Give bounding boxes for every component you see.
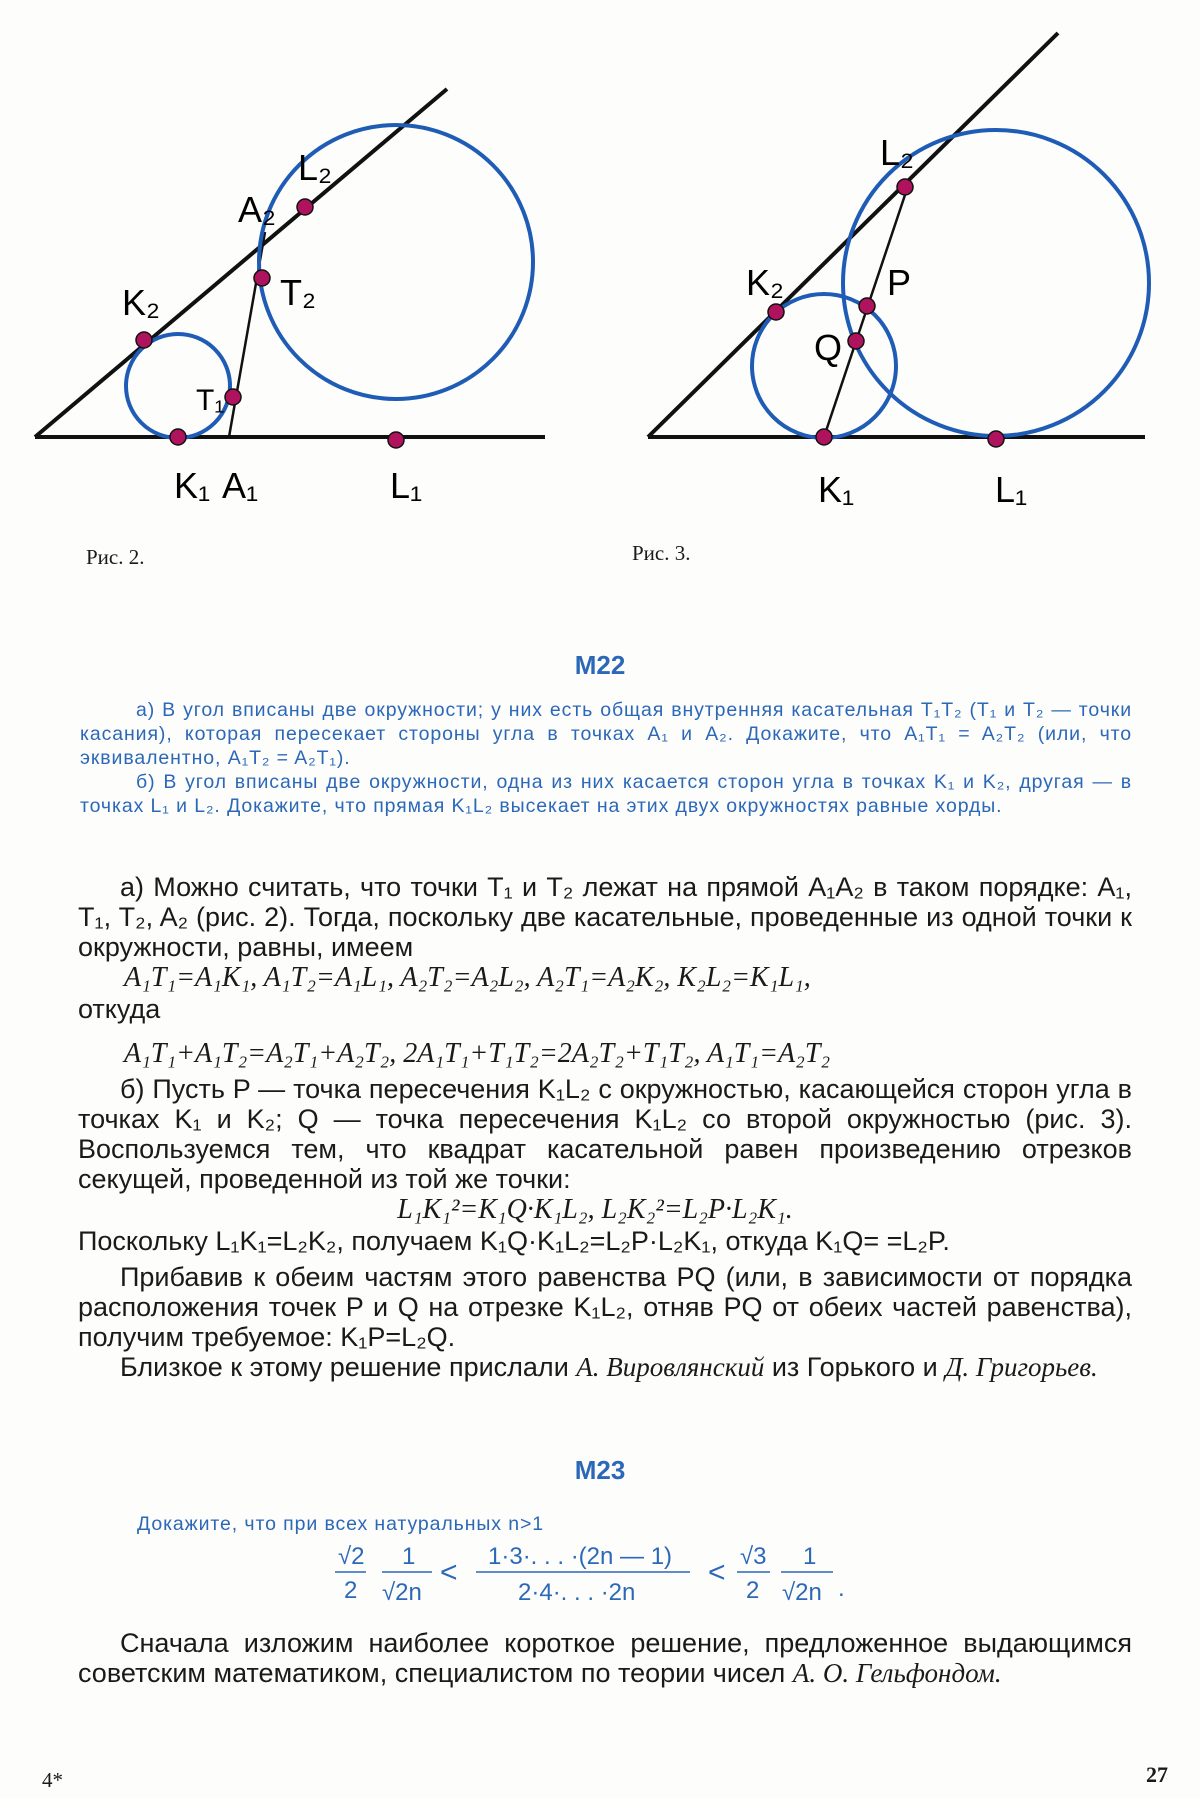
point-L1 (388, 432, 404, 448)
solution-m23-lead: Сначала изложим наиболее короткое решение, предложенное выдающимся советским математиком, специалистом по теории чисел (78, 1628, 1132, 1688)
label-K2: K₂ (746, 262, 784, 303)
figure-2-caption: Рис. 2. (86, 545, 145, 569)
figure-3 (600, 0, 1200, 600)
label-Q: Q (814, 327, 843, 368)
solution-b-cont: Поскольку L₁K₁=L₂K₂, получаем K₁Q·K₁L₂=L₂P·L₂K₁, откуда K₁Q= =L₂P. (78, 1226, 950, 1256)
angle-side-top (648, 33, 1058, 437)
problem-statement-m22 (80, 698, 1132, 818)
ineq-sqrt2n-1: √2n (382, 1579, 422, 1606)
figure-2 (0, 0, 580, 600)
solution-b-final: Прибавив к обеим частям этого равенства PQ (или, в зависимости от порядка расположения точек P и Q на отрезке K₁L₂, отняв PQ от обеих частей равенства), получим требуемое: K₁P=L₂Q. (78, 1262, 1132, 1352)
label-L2: L₂ (880, 132, 914, 173)
label-L1: L₁ (995, 469, 1028, 510)
ineq-mid-den: 2·4·. . . ·2n (518, 1579, 636, 1606)
point-L2 (897, 179, 913, 195)
point-L1 (988, 431, 1004, 447)
figure-3-caption: Рис. 3. (632, 541, 691, 565)
label-L2: L₂ (298, 147, 332, 188)
ineq-right-num: √3 (740, 1543, 767, 1570)
point-T1 (225, 389, 241, 405)
solution-a-intro: а) Можно считать, что точки T₁ и T₂ лежат на прямой A₁A₂ в таком порядке: A₁, T₁, T₂, A₂ (рис. 2). Тогда, поскольку две касательные, проведенные из одной точки к окружности, равны, имеем (78, 872, 1132, 962)
ineq-left-den: 2 (344, 1577, 358, 1604)
formula-sum-equalities: A₁T₁+A₁T₂=A₂T₁+A₂T₂, 2A₁T₁+T₁T₂=2A₂T₂+T₁T₂, A₁T₁=A₂T₂ (124, 1038, 831, 1069)
figure-3-drawing (600, 0, 1200, 600)
point-P (859, 298, 875, 314)
statement-part-b: б) В угол вписаны две окружности, одна из них касается сторон угла в точках K₁ и K₂, другая — в точках L₁ и L₂. Докажите, что прямая K₁L₂ высекает на этих двух окружностях равные хорды. (80, 771, 1132, 817)
inequality (0, 1540, 1200, 1610)
credits-name1: А. Вировлянский (576, 1352, 765, 1382)
solution-m23-intro (78, 1628, 1132, 1688)
point-T2 (254, 270, 270, 286)
point-Q (848, 333, 864, 349)
inequality-drawing (0, 1540, 1200, 1610)
label-A2: A₂ (238, 189, 276, 230)
label-K1: K₁ (818, 469, 855, 510)
label-P: P (887, 262, 912, 303)
label-K1: K₁ (174, 465, 211, 506)
point-K2 (768, 304, 784, 320)
page-number: 27 (1146, 1762, 1168, 1787)
point-K1 (816, 429, 832, 445)
credits-mid: из Горького и (764, 1352, 946, 1382)
ineq-sqrt2n-2: √2n (782, 1579, 822, 1606)
ineq-lt-2: < (708, 1556, 726, 1589)
label-T1: T₁ (196, 384, 225, 417)
formula-tangent-equalities: A₁T₁=A₁K₁, A₁T₂=A₁L₁, A₂T₂=A₂L₂, A₂T₁=A₂K₂, K₂L₂=K₁L₁, (124, 962, 811, 993)
ineq-right-den: 2 (746, 1577, 760, 1604)
label-K2: K₂ (122, 282, 160, 323)
problem-heading-m22: M22 (574, 650, 626, 680)
figure-2-drawing (0, 0, 580, 600)
ineq-left-num: √2 (338, 1543, 365, 1570)
ineq-dot: . (838, 1575, 845, 1602)
problem-heading-m23: M23 (574, 1455, 626, 1485)
ineq-one-1: 1 (402, 1543, 416, 1570)
point-K1 (170, 429, 186, 445)
credits-name2: Д. Григорьев. (945, 1352, 1098, 1382)
signature-mark: 4* (42, 1768, 63, 1792)
credits (78, 1352, 1132, 1382)
label-A1: A₁ (222, 465, 259, 506)
point-K2 (136, 332, 152, 348)
solution-m22 (78, 872, 1132, 1382)
angle-side-top (35, 89, 447, 437)
solution-m23 (78, 1628, 1132, 1688)
ineq-mid-num: 1·3·. . . ·(2n — 1) (488, 1543, 673, 1570)
formula-power-of-point: L₁K₁²=K₁Q·K₁L₂, L₂K₂²=L₂P·L₂K₁. (397, 1194, 793, 1225)
point-L2 (297, 199, 313, 215)
credits-lead: Близкое к этому решение прислали (120, 1352, 577, 1382)
label-T2: T₂ (280, 272, 316, 313)
ineq-one-2: 1 (803, 1543, 817, 1570)
solution-m23-name: А. О. Гельфондом. (792, 1658, 1002, 1688)
statement-part-a: а) В угол вписаны две окружности; у них есть общая внутренняя касательная T₁T₂ (T₁ и T₂ — точки касания), которая пересекает стороны угла в точках A₁ и A₂. Докажите, что A₁T₁ = A₂T₂ (или, что эквивалентно, A₁T₂ = A₂T₁). (80, 699, 1132, 769)
label-L1: L₁ (390, 465, 423, 506)
word-otkuda: откуда (78, 994, 161, 1024)
ineq-lt-1: < (440, 1556, 458, 1589)
problem-statement-m23: Докажите, что при всех натуральных n>1 (137, 1513, 545, 1535)
solution-b-intro: б) Пусть P — точка пересечения K₁L₂ с окружностью, касающейся сторон угла в точках K₁ и K₂; Q — точка пересечения K₁L₂ со второй окружностью (рис. 3). Воспользуемся тем, что квадрат касательной равен произведению отрезков секущей, проведенной из той же точки: (78, 1074, 1132, 1194)
